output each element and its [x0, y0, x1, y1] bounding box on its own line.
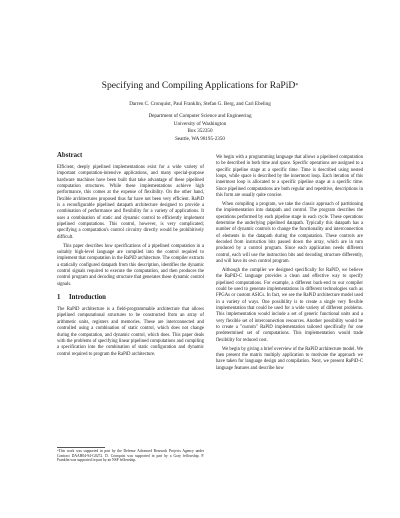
- section-title: Introduction: [69, 294, 106, 302]
- body-paragraph: Although the compiler we designed specifically for RaPiD, we believe the RaPiD-C language provides a clean and effective way to specify pipelined computations. For example, a different back-end to our compiler could be used to generate implementations in different technologies such as FPGAs or custom ASICs. In fact, we see the RaPiD architecture model used in a variety of ways. One possibility is to create a single very flexible implementation that could be used for a wide variety of different problems. This implementation would include a set of generic functional units and a very flexible set of interconnection resources. Another possibility would be to create a "custom" RaPiD implementation tailored specifically for one predetermined set of computations. This implementation would trade flexibility for reduced cost.: [216, 268, 363, 343]
- footnote-mark: *: [57, 449, 59, 453]
- body-paragraph: We begin with a programming language that allows a pipelined computation to be described in both time and space. Specific operations are assigned to a specific pipeline stage at a specific time. Time is described using nested loops, while space is described by the innermost loop. Each iteration of this innermost loop is allocated to a specific pipeline stage at a specific time. Since pipelined computations are both regular and repetitive, descriptions in this form are usually quite concise.: [216, 155, 363, 199]
- title-footnote-mark: *: [295, 83, 299, 89]
- affiliation: [60, 113, 340, 143]
- affiliation-line: Department of Computer Science and Engineering: [148, 113, 252, 119]
- affiliation-line: University of Washington: [173, 120, 227, 127]
- abstract-paragraph: Efficient, deeply pipelined implementations exist for a wide variety of important computation-intensive applications, and many special-purpose hardware machines have been built that take advantage of these pipelined computation structures. While these implementations achieve high performance, this comes at the expense of flexibility. On the other hand, flexible architectures proposed thus far have not been very efficient. RaPiD is a reconfigurable pipelined datapath architecture designed to provide a combination of performance and flexibility for a variety of applications. It uses a combination of static and dynamic control to efficiently implement pipelined computations. This control, however, is very complicated; specifying a computation's control circuitry directly would be prohibitively difficult.: [57, 165, 204, 240]
- section-number: 1: [57, 294, 61, 302]
- introduction-heading: [57, 294, 204, 302]
- body-paragraph: We begin by giving a brief overview of the RaPiD architecture model. We then present the matrix multiply application to motivate the approach we have taken for language design and compilation. Next, we present RaPiD-C language features and describe how: [216, 346, 363, 371]
- right-column: [216, 155, 363, 375]
- footnote-text: This work was supported in part by the Defense Advanced Research Projects Agency under Contract DAAH04-94-G0272. D. Cronquist was supported in part by a Gray fellowship. P. Franklin was supported in part by an NSF fellowship.: [57, 449, 204, 463]
- abstract-paragraph: This paper describes how specifications of a pipelined computation in a suitably high-level language are compiled into the control required to implement that computation in the RaPiD architecture. The compiler extracts a statically configured datapath from this description, identifies the dynamic control signals required to execute the computation, and then produces the control program and decoding structure that generates these dynamic control signals.: [57, 243, 204, 287]
- introduction-paragraph: The RaPiD architecture is a field-programmable architecture that allows pipelined computational structures to be constructed from an array of arithmetic units, registers and memories. These are interconnected and controlled using a combination of static control, which does not change during the computation, and dynamic control, which does. This paper deals with the problems of specifying linear pipelined computations and compiling a specification into the combination of static configuration and dynamic control required to program the RaPiD architecture.: [57, 307, 204, 357]
- footnote: [57, 449, 204, 463]
- author-list: Darren C. Cronquist, Paul Franklin, Stefan G. Berg, and Carl Ebeling: [129, 101, 271, 107]
- affiliation-line: Seattle, WA 98195-2350: [175, 135, 225, 142]
- left-column: [57, 152, 204, 360]
- paper-title-text: Specifying and Compiling Applications for RaPiD: [101, 80, 296, 91]
- paper-title: [40, 80, 360, 92]
- affiliation-line: Box 352350: [187, 128, 213, 135]
- abstract-heading: Abstract: [57, 152, 83, 159]
- footnote-divider: [57, 447, 105, 448]
- body-paragraph: When compiling a program, we take the classic approach of partitioning the implementation into datapath and control. The program describes the operations performed by each pipeline stage in each cycle. These operations determine the underlying pipelined datapath. Typically this datapath has a number of dynamic controls to change the functionality and interconnection of elements in the datapath during the computation. These controls are decoded from instruction bits passed down the array, which are in turn produced by a control program. Since each application needs different control, each will use the instruction bits and decoding structure differently, and will have its own control program.: [216, 202, 363, 265]
